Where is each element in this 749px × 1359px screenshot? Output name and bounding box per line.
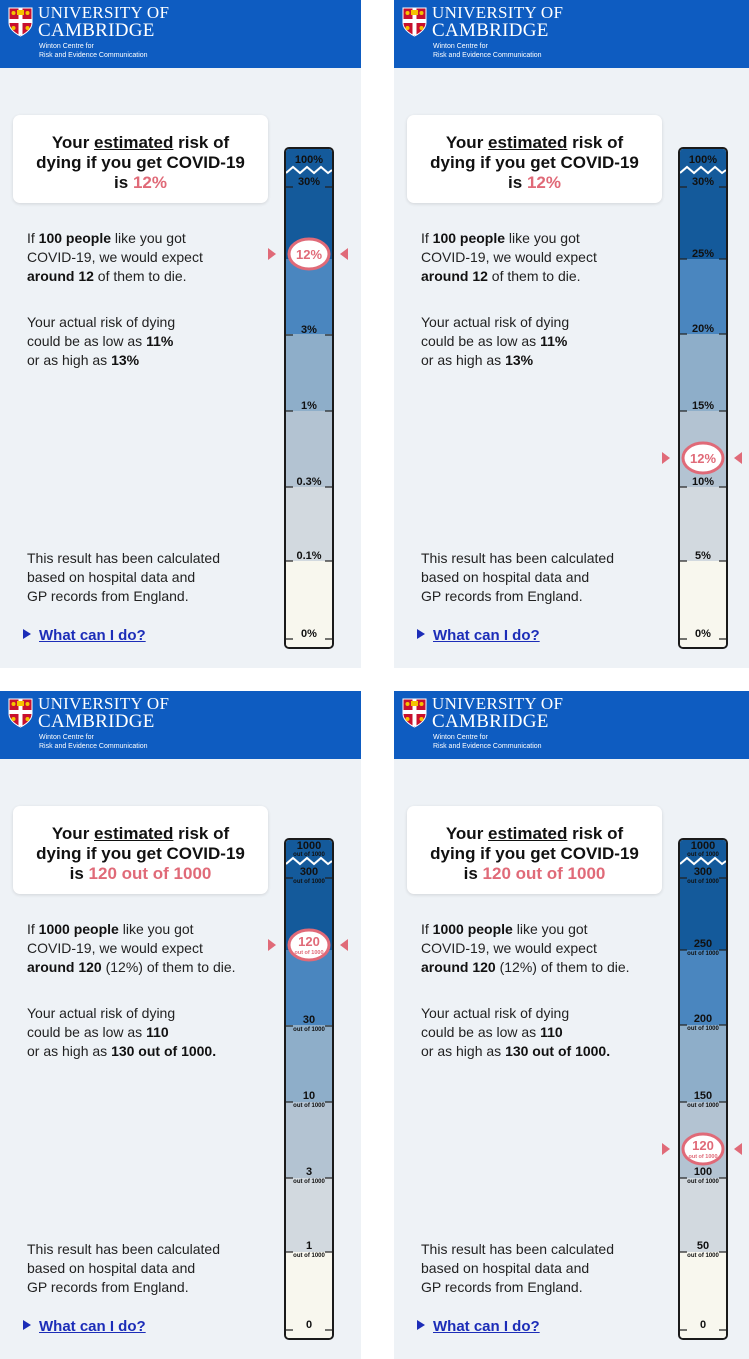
university-name-line2: CAMBRIDGE bbox=[432, 20, 549, 41]
title-line2: dying if you get COVID-19 bbox=[430, 844, 639, 863]
data-source-text: This result has been calculated based on hospital data and GP records from England. bbox=[27, 1241, 220, 1295]
centre-name-line1: Winton Centre for bbox=[433, 43, 488, 50]
what-can-i-do-link[interactable]: What can I do? bbox=[23, 627, 146, 644]
scale-tick-label: 30 bbox=[302, 1014, 316, 1026]
scale-tick-label: 0% bbox=[301, 628, 317, 640]
explanation-text: If 1000 people like you got COVID-19, we would expect around 120 (12%) of them to die. bbox=[421, 921, 630, 975]
centre-name-line2: Risk and Evidence Communication bbox=[39, 52, 148, 59]
scale-tick-label: 10 bbox=[302, 1090, 316, 1102]
university-name-line1: UNIVERSITY OF bbox=[38, 3, 170, 22]
scale-tick-sublabel: out of 1000 bbox=[687, 1253, 719, 1259]
explanation-text: If 1000 people like you got COVID-19, we would expect around 120 (12%) of them to die. bbox=[27, 921, 236, 975]
explanation-text: If 100 people like you got COVID-19, we would expect around 12 of them to die. bbox=[421, 230, 597, 284]
risk-scale-chart bbox=[680, 149, 726, 647]
scale-tick-label: 200 bbox=[693, 1013, 713, 1025]
scale-tick-sublabel: out of 1000 bbox=[687, 1179, 719, 1185]
risk-scale-chart bbox=[286, 840, 332, 1338]
scale-tick-sublabel: out of 1000 bbox=[687, 1103, 719, 1109]
scale-tick-sublabel: out of 1000 bbox=[687, 951, 719, 957]
scale-tick-label: 3 bbox=[305, 1166, 313, 1178]
university-name-line2: CAMBRIDGE bbox=[38, 711, 155, 732]
title-line2: dying if you get COVID-19 bbox=[36, 153, 245, 172]
scale-tick-sublabel: out of 1000 bbox=[687, 879, 719, 885]
scale-tick-label: 0 bbox=[699, 1319, 707, 1331]
scale-tick-label: 0.1% bbox=[296, 550, 322, 562]
scale-top-sublabel: out of 1000 bbox=[293, 852, 325, 858]
risk-value: 120 out of 1000 bbox=[88, 864, 212, 883]
scale-top-label: 1000 bbox=[690, 840, 716, 852]
risk-scale-tube bbox=[678, 147, 728, 649]
marker-sublabel: out of 1000 bbox=[294, 950, 324, 956]
scale-tick-sublabel: out of 1000 bbox=[293, 1103, 325, 1109]
scale-top-sublabel: out of 1000 bbox=[687, 852, 719, 858]
risk-title-card bbox=[407, 806, 662, 894]
what-can-i-do-link[interactable]: What can I do? bbox=[23, 1318, 146, 1335]
risk-scale-chart bbox=[680, 840, 726, 1338]
risk-title-card bbox=[13, 806, 268, 894]
scale-top-label: 100% bbox=[688, 154, 718, 166]
risk-marker bbox=[656, 1126, 749, 1172]
cambridge-shield-icon bbox=[8, 7, 33, 37]
risk-title-card bbox=[13, 115, 268, 203]
scale-tick-label: 0.3% bbox=[296, 476, 322, 488]
marker-right-pointer-icon bbox=[734, 452, 742, 464]
scale-top-label: 100% bbox=[294, 154, 324, 166]
marker-right-pointer-icon bbox=[340, 939, 348, 951]
marker-value: 120 bbox=[692, 1138, 714, 1153]
what-can-i-do-link[interactable]: What can I do? bbox=[417, 1318, 540, 1335]
result-panel bbox=[394, 691, 749, 1359]
centre-name-line1: Winton Centre for bbox=[433, 734, 488, 741]
university-banner bbox=[394, 691, 749, 759]
risk-value: 12% bbox=[526, 173, 561, 192]
data-source-text: This result has been calculated based on hospital data and GP records from England. bbox=[421, 550, 614, 604]
title-line1: Your estimated risk of bbox=[445, 133, 624, 152]
scale-tick-label: 1% bbox=[301, 400, 317, 412]
marker-left-pointer-icon bbox=[268, 248, 276, 260]
play-triangle-icon bbox=[417, 629, 425, 639]
explanation-text: If 100 people like you got COVID-19, we would expect around 12 of them to die. bbox=[27, 230, 203, 284]
play-triangle-icon bbox=[417, 1320, 425, 1330]
risk-scale-tube bbox=[284, 147, 334, 649]
data-source-text: This result has been calculated based on hospital data and GP records from England. bbox=[27, 550, 220, 604]
risk-scale-tube bbox=[678, 838, 728, 1340]
marker-left-pointer-icon bbox=[662, 1143, 670, 1155]
risk-range-text: Your actual risk of dying could be as low as 11% or as high as 13% bbox=[27, 314, 176, 368]
centre-name-line1: Winton Centre for bbox=[39, 43, 94, 50]
risk-value: 12% bbox=[132, 173, 167, 192]
marker-left-pointer-icon bbox=[268, 939, 276, 951]
what-can-i-do-link[interactable]: What can I do? bbox=[417, 627, 540, 644]
scale-tick-label: 15% bbox=[691, 400, 715, 412]
play-triangle-icon bbox=[23, 1320, 31, 1330]
university-name-line1: UNIVERSITY OF bbox=[432, 3, 564, 22]
title-line3: is 120 out of 1000 bbox=[463, 864, 606, 883]
scale-tick-label: 1 bbox=[305, 1240, 313, 1252]
scale-tick-sublabel: out of 1000 bbox=[293, 879, 325, 885]
risk-range-text: Your actual risk of dying could be as low as 110 or as high as 130 out of 1000. bbox=[27, 1005, 217, 1059]
marker-right-pointer-icon bbox=[734, 1143, 742, 1155]
title-line3: is 12% bbox=[508, 173, 561, 192]
scale-tick-label: 150 bbox=[693, 1090, 713, 1102]
title-line1: Your estimated risk of bbox=[51, 133, 230, 152]
university-banner bbox=[0, 0, 361, 68]
result-panel bbox=[0, 0, 361, 668]
cambridge-shield-icon bbox=[402, 7, 427, 37]
university-banner bbox=[0, 691, 361, 759]
university-name-line1: UNIVERSITY OF bbox=[38, 694, 170, 713]
centre-name-line2: Risk and Evidence Communication bbox=[39, 743, 148, 750]
risk-marker bbox=[262, 922, 358, 968]
scale-tick-sublabel: out of 1000 bbox=[293, 1179, 325, 1185]
scale-tick-label: 0% bbox=[695, 628, 711, 640]
scale-tick-label: 5% bbox=[695, 550, 711, 562]
scale-tick-sublabel: out of 1000 bbox=[293, 1253, 325, 1259]
risk-marker bbox=[656, 435, 749, 481]
cambridge-shield-icon bbox=[8, 698, 33, 728]
scale-tick-label: 3% bbox=[301, 324, 317, 336]
scale-tick-label: 300 bbox=[299, 866, 319, 878]
university-banner bbox=[394, 0, 749, 68]
risk-scale-tube bbox=[284, 838, 334, 1340]
scale-tick-label: 30% bbox=[691, 176, 715, 188]
title-line3: is 120 out of 1000 bbox=[69, 864, 212, 883]
risk-range-text: Your actual risk of dying could be as low as 110 or as high as 130 out of 1000. bbox=[421, 1005, 611, 1059]
play-triangle-icon bbox=[23, 629, 31, 639]
title-line3: is 12% bbox=[114, 173, 167, 192]
title-line1: Your estimated risk of bbox=[51, 824, 230, 843]
university-name-line2: CAMBRIDGE bbox=[38, 20, 155, 41]
marker-value: 12% bbox=[689, 451, 717, 466]
scale-top-label: 1000 bbox=[296, 840, 322, 852]
risk-scale-chart bbox=[286, 149, 332, 647]
title-line1: Your estimated risk of bbox=[445, 824, 624, 843]
scale-tick-sublabel: out of 1000 bbox=[687, 1026, 719, 1032]
scale-tick-label: 250 bbox=[693, 938, 713, 950]
scale-tick-label: 50 bbox=[696, 1240, 710, 1252]
centre-name-line1: Winton Centre for bbox=[39, 734, 94, 741]
title-line2: dying if you get COVID-19 bbox=[36, 844, 245, 863]
scale-tick-label: 30% bbox=[297, 176, 321, 188]
scale-tick-label: 0 bbox=[305, 1319, 313, 1331]
scale-tick-label: 100 bbox=[693, 1166, 713, 1178]
scale-tick-label: 10% bbox=[691, 476, 715, 488]
marker-value: 120 bbox=[298, 934, 320, 949]
scale-tick-label: 300 bbox=[693, 866, 713, 878]
risk-value: 120 out of 1000 bbox=[482, 864, 606, 883]
scale-band bbox=[680, 177, 726, 259]
university-name-line2: CAMBRIDGE bbox=[432, 711, 549, 732]
scale-tick-label: 25% bbox=[691, 248, 715, 260]
marker-sublabel: out of 1000 bbox=[688, 1154, 718, 1160]
data-source-text: This result has been calculated based on hospital data and GP records from England. bbox=[421, 1241, 614, 1295]
scale-tick-label: 20% bbox=[691, 323, 715, 335]
marker-right-pointer-icon bbox=[340, 248, 348, 260]
university-name-line1: UNIVERSITY OF bbox=[432, 694, 564, 713]
cambridge-shield-icon bbox=[402, 698, 427, 728]
risk-title-card bbox=[407, 115, 662, 203]
scale-tick-sublabel: out of 1000 bbox=[293, 1027, 325, 1033]
risk-range-text: Your actual risk of dying could be as low as 11% or as high as 13% bbox=[421, 314, 570, 368]
result-panel bbox=[0, 691, 361, 1359]
result-panel bbox=[394, 0, 749, 668]
centre-name-line2: Risk and Evidence Communication bbox=[433, 52, 542, 59]
marker-left-pointer-icon bbox=[662, 452, 670, 464]
risk-marker bbox=[262, 231, 358, 277]
centre-name-line2: Risk and Evidence Communication bbox=[433, 743, 542, 750]
title-line2: dying if you get COVID-19 bbox=[430, 153, 639, 172]
marker-value: 12% bbox=[295, 247, 323, 262]
